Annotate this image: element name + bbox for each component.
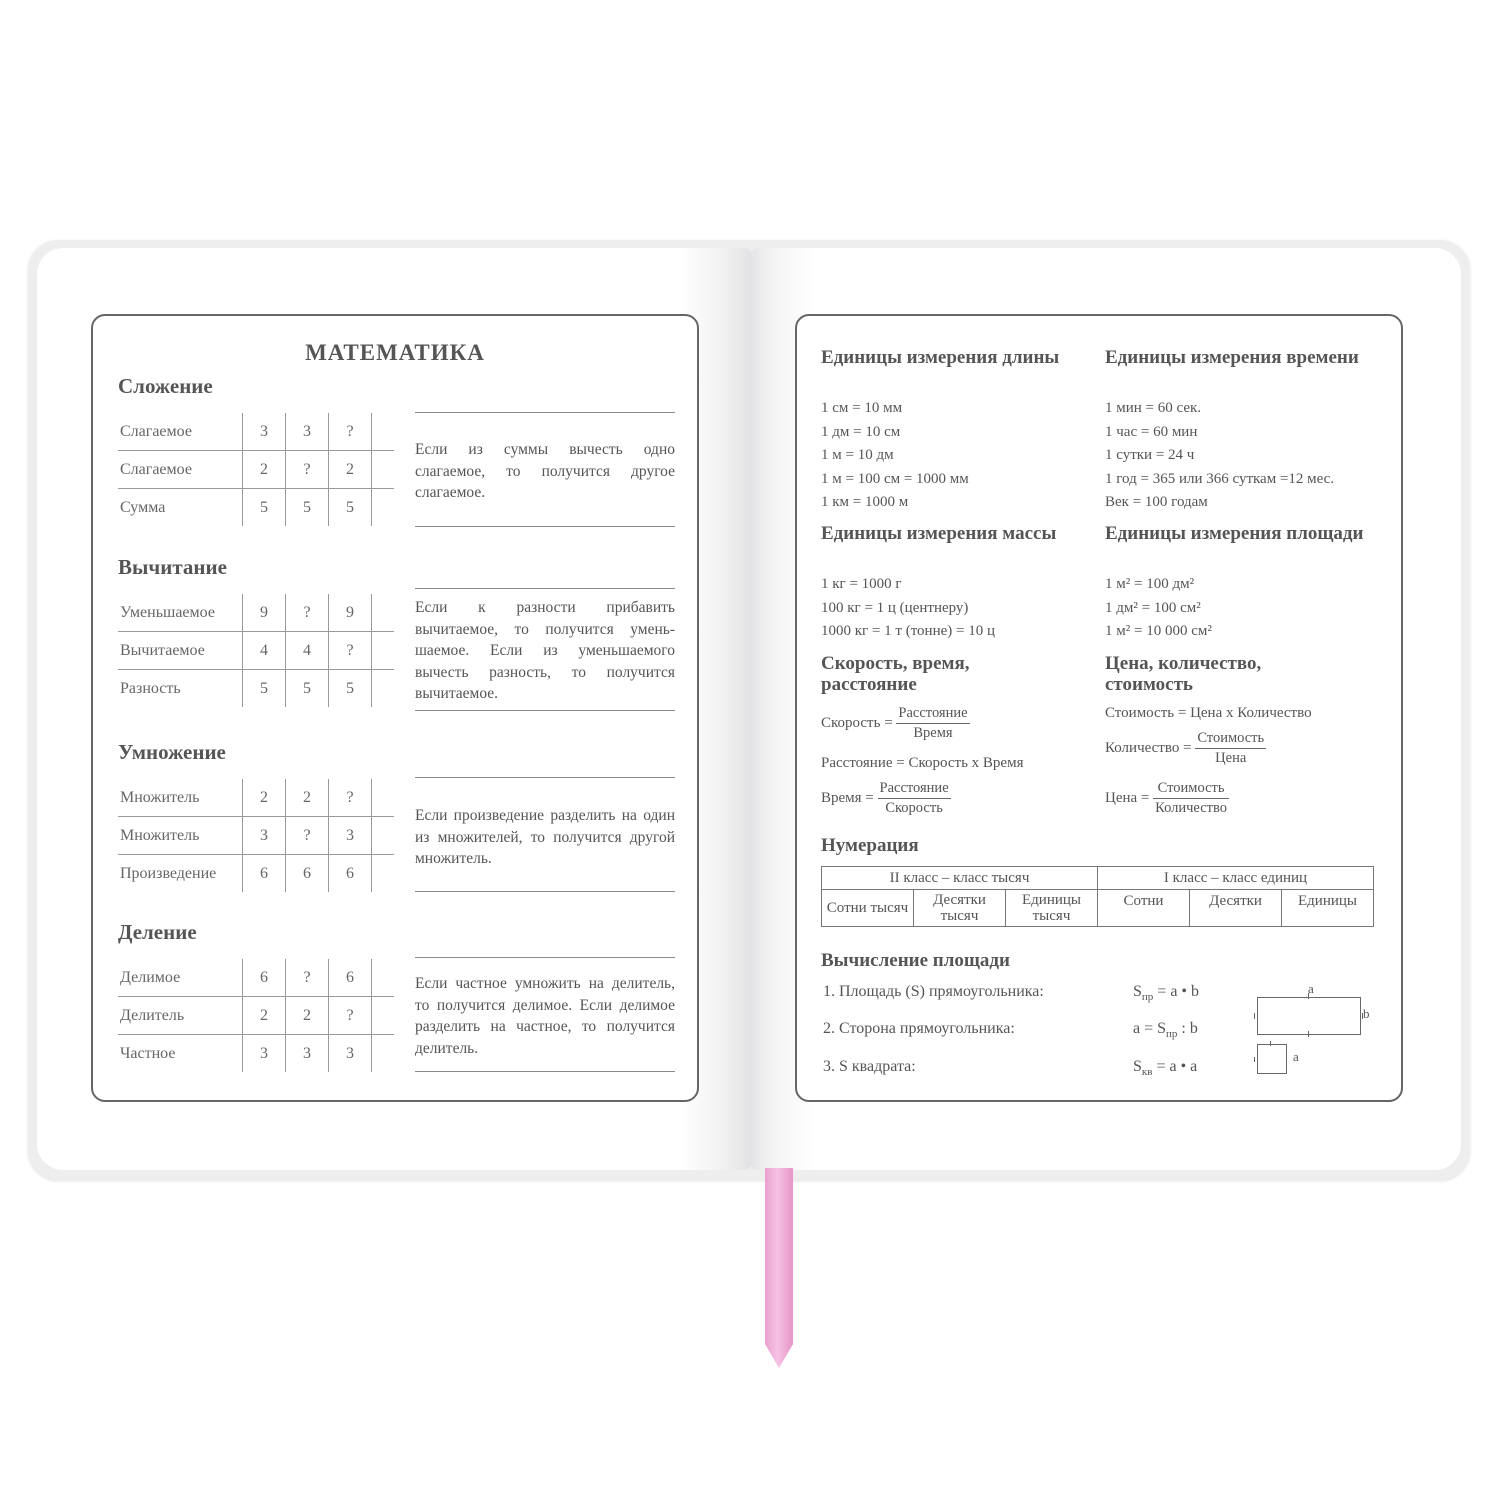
list-item: 1 дм = 10 см — [821, 423, 901, 440]
cell: 3 — [329, 817, 372, 855]
cell: 4 — [243, 632, 286, 670]
area-item-3: 3. S квадрата: — [823, 1058, 916, 1075]
price-title: Цена, количество, стоимость — [1105, 653, 1262, 695]
class-thousands: II класс – класс тысяч — [822, 867, 1098, 890]
row-label: Частное — [118, 1035, 243, 1073]
cell: 3 — [243, 413, 286, 451]
cell: 3 — [243, 1035, 286, 1073]
row-label: Слагаемое — [118, 413, 243, 451]
subscript: кв — [1141, 1066, 1153, 1079]
rule-divider — [415, 891, 675, 892]
area-formula-1 — [1133, 983, 1199, 1003]
table-row — [118, 489, 394, 527]
table-row — [118, 413, 394, 451]
numerator: Стоимость — [1153, 779, 1229, 799]
square-diagram — [1257, 1044, 1287, 1074]
list-item: 1 м² = 100 дм² — [1105, 576, 1195, 592]
cell: 9 — [243, 594, 286, 632]
cost-formula: Стоимость = Цена х Количество — [1105, 705, 1312, 721]
cell: 3 — [243, 817, 286, 855]
cell: 2 — [243, 779, 286, 817]
side-label-a: a — [1293, 1049, 1299, 1064]
symbol-s: S — [1133, 983, 1142, 1000]
area-formula-2 — [1133, 1020, 1198, 1040]
cell: 6 — [329, 959, 372, 997]
section-title-subtraction: Вычитание — [118, 555, 227, 579]
speed-title: Скорость, время, расстояние — [821, 653, 970, 695]
row-label: Разность — [118, 670, 243, 708]
table-row — [822, 890, 1374, 927]
rule-text-division: Если частное умножить на делитель, то получится делимое. Если делимое разделить на частное, то получится делитель. — [415, 975, 675, 1057]
table-row — [118, 594, 394, 632]
list-item: 1 час = 60 мин — [1105, 423, 1198, 440]
section-title-addition: Сложение — [118, 374, 213, 398]
column-label: Единицы тысяч — [1006, 890, 1098, 927]
list-item: 1000 кг = 1 т (тонне) = 10 ц — [821, 623, 996, 639]
column-label: Десятки — [1190, 890, 1282, 927]
column-label: Сотни — [1098, 890, 1190, 927]
cell: ? — [286, 959, 329, 997]
class-units: I класс – класс единиц — [1098, 867, 1374, 890]
list-item: 1 кг = 1000 г — [821, 576, 902, 592]
tick-mark — [1308, 1031, 1309, 1037]
row-label: Множитель — [118, 817, 243, 855]
time-title: Единицы измерения времени — [1105, 347, 1359, 368]
length-title: Единицы измерения длины — [821, 347, 1060, 368]
cell: 2 — [243, 997, 286, 1035]
speed-formula — [821, 704, 970, 743]
formula-left: Время = — [821, 789, 874, 806]
quantity-formula — [1105, 729, 1266, 768]
cell: ? — [286, 817, 329, 855]
area-calc-title: Вычисление площади — [821, 950, 1010, 971]
list-item: 1 дм² = 100 см² — [1105, 599, 1201, 616]
time-formula — [821, 779, 951, 818]
list-item: 1 мин = 60 сек. — [1105, 400, 1202, 416]
table-row — [118, 451, 394, 489]
page-title: МАТЕМАТИКА — [305, 340, 485, 365]
column-label: Единицы — [1282, 890, 1374, 927]
list-item: Век = 100 годам — [1105, 494, 1208, 510]
cell: 3 — [286, 1035, 329, 1073]
numerator: Расстояние — [878, 779, 951, 799]
table-row — [118, 670, 394, 708]
table-row — [118, 779, 394, 817]
section-title-division: Деление — [118, 920, 197, 944]
cell: 2 — [243, 451, 286, 489]
column-label: Сотни тысяч — [822, 890, 914, 927]
denominator: Цена — [1215, 750, 1247, 766]
row-label: Множитель — [118, 779, 243, 817]
mass-list — [821, 573, 995, 644]
cell: 5 — [329, 489, 372, 527]
multiplication-table — [118, 779, 394, 892]
denominator: Количество — [1155, 800, 1228, 816]
fraction — [878, 779, 951, 818]
subtraction-table — [118, 594, 394, 707]
cell: ? — [329, 413, 372, 451]
formula-left: Скорость = — [821, 714, 893, 731]
area-item-2: 2. Сторона прямоугольника: — [823, 1020, 1015, 1037]
column-label: Десятки тысяч — [914, 890, 1006, 927]
cell: 6 — [286, 855, 329, 893]
rule-divider — [415, 412, 675, 413]
side-label-a: a — [1308, 981, 1314, 996]
row-label: Вычитаемое — [118, 632, 243, 670]
cell: 3 — [286, 413, 329, 451]
addition-table — [118, 413, 394, 526]
list-item: 1 км = 1000 м — [821, 494, 909, 510]
cell: ? — [329, 632, 372, 670]
rule-divider — [415, 777, 675, 778]
formula-rest: = a • b — [1153, 983, 1200, 1000]
numerator: Расстояние — [896, 704, 969, 724]
rule-divider — [415, 957, 675, 958]
table-row — [118, 855, 394, 893]
denominator: Скорость — [885, 800, 943, 816]
rule-divider — [415, 1071, 675, 1072]
list-item: 1 сутки = 24 ч — [1105, 447, 1195, 463]
table-row — [118, 817, 394, 855]
cell: ? — [286, 594, 329, 632]
rule-text-subtraction: Если к разности прибавить вычитаемое, то получится уменьшаемое. Если из уменьшаемого вычесть разность, то получится вычитаемое. — [415, 599, 675, 702]
area-formula-3 — [1133, 1058, 1197, 1078]
length-list — [821, 397, 969, 515]
rule-divider — [415, 710, 675, 711]
list-item: 1 год = 365 или 366 суткам =12 мес. — [1105, 470, 1335, 487]
formula-left: Количество = — [1105, 739, 1192, 756]
numbering-table — [821, 866, 1374, 927]
tick-mark — [1270, 1041, 1271, 1046]
cell: 6 — [243, 855, 286, 893]
numerator: Стоимость — [1195, 729, 1266, 749]
list-item: 100 кг = 1 ц (центнеру) — [821, 599, 969, 616]
cell: ? — [329, 997, 372, 1035]
formula-rest: : b — [1177, 1020, 1198, 1037]
cell: 2 — [286, 779, 329, 817]
cell: 5 — [243, 670, 286, 708]
row-label: Сумма — [118, 489, 243, 527]
cell: 5 — [243, 489, 286, 527]
list-item: 1 м = 10 дм — [821, 447, 894, 463]
cell: 6 — [243, 959, 286, 997]
bookmark-ribbon[interactable] — [765, 1168, 793, 1368]
cell: 5 — [329, 670, 372, 708]
cell: 9 — [329, 594, 372, 632]
fraction — [1153, 779, 1229, 818]
formula-left: a = S — [1133, 1020, 1167, 1037]
list-item: 1 м² = 10 000 см² — [1105, 623, 1212, 639]
price-formula — [1105, 779, 1229, 818]
cell: ? — [286, 451, 329, 489]
table-row — [118, 1035, 394, 1073]
cell: 6 — [329, 855, 372, 893]
area-list — [1105, 573, 1212, 644]
formula-left: Цена = — [1105, 789, 1150, 806]
cell: 5 — [286, 670, 329, 708]
list-item: 1 м = 100 см = 1000 мм — [821, 470, 969, 487]
cell: 4 — [286, 632, 329, 670]
subscript: пр — [1141, 991, 1154, 1004]
time-list — [1105, 397, 1334, 515]
fraction — [896, 704, 969, 743]
table-row — [118, 997, 394, 1035]
area-item-1: 1. Площадь (S) прямоугольника: — [823, 983, 1044, 1000]
table-row — [118, 632, 394, 670]
symbol-s: S — [1133, 1058, 1142, 1075]
numbering-title: Нумерация — [821, 835, 919, 856]
row-label: Делимое — [118, 959, 243, 997]
subscript: пр — [1166, 1028, 1178, 1041]
rule-divider — [415, 526, 675, 527]
area-title: Единицы измерения площади — [1105, 523, 1364, 544]
cell: 2 — [286, 997, 329, 1035]
rule-text-addition: Если из суммы вычесть одно слагаемое, то получится другое слагаемое. — [415, 441, 675, 501]
list-item: 1 см = 10 мм — [821, 400, 903, 416]
row-label: Произведение — [118, 855, 243, 893]
section-title-multiplication: Умножение — [118, 740, 226, 764]
rectangle-diagram — [1257, 997, 1361, 1035]
reference-panel — [795, 314, 1403, 1102]
tick-mark — [1254, 1013, 1255, 1019]
row-label: Уменьшаемое — [118, 594, 243, 632]
row-label: Слагаемое — [118, 451, 243, 489]
rule-text-multiplication: Если произведение разделить на один из множителей, то получится другой множитель. — [415, 807, 675, 867]
formula-rest: = a • a — [1152, 1058, 1198, 1075]
cell: 3 — [329, 1035, 372, 1073]
side-label-b: b — [1363, 1006, 1370, 1021]
fraction — [1195, 729, 1266, 768]
rule-divider — [415, 588, 675, 589]
cell: 5 — [286, 489, 329, 527]
division-table — [118, 959, 394, 1072]
table-row — [822, 867, 1374, 890]
math-panel — [91, 314, 699, 1102]
denominator: Время — [913, 725, 953, 741]
cell: 2 — [329, 451, 372, 489]
tick-mark — [1254, 1057, 1255, 1062]
cell: ? — [329, 779, 372, 817]
row-label: Делитель — [118, 997, 243, 1035]
distance-formula: Расстояние = Скорость х Время — [821, 755, 1024, 771]
mass-title: Единицы измерения массы — [821, 523, 1057, 544]
table-row — [118, 959, 394, 997]
